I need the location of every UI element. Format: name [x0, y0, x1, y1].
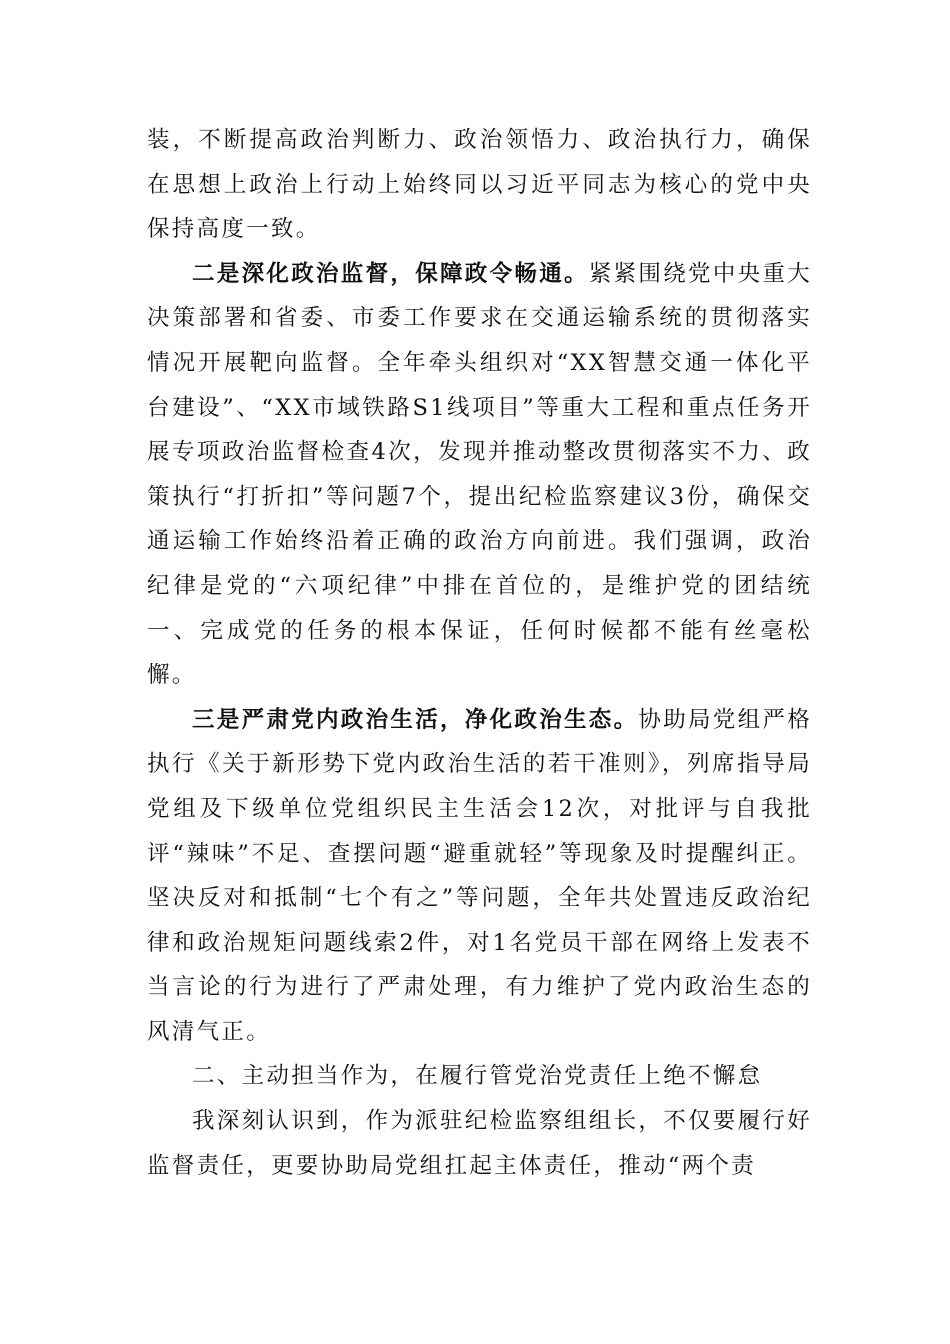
paragraph-final	[147, 1099, 812, 1188]
paragraph-party-political-life	[147, 698, 812, 1055]
paragraph-text: 协助局党组严格执行《关于新形势下党内政治生活的若干准则》，列席指导局党组及下级单位党组织民主生活会12次，对批评与自我批评“辣味”不足、查摆问题“避重就轻”等现象及时提醒纠正。坚决反对和抵制“七个有之”等问题，全年共处置违反政治纪律和政治规矩问题线索2件，对1名党员干部在网络上发表不当言论的行为进行了严肃处理，有力维护了党内政治生态的风清气正。	[147, 706, 813, 1045]
section-heading: 二、主动担当作为，在履行管党治党责任上绝不懈怠	[192, 1063, 763, 1090]
document-body	[147, 118, 812, 1188]
paragraph-political-supervision	[147, 252, 812, 698]
paragraph-lead: 二是深化政治监督，保障政令畅通。	[192, 260, 589, 287]
paragraph-text: 紧紧围绕党中央重大决策部署和省委、市委工作要求在交通运输系统的贯彻落实情况开展靶向监督。全年牵头组织对“XX智慧交通一体化平台建设”、“XX市域铁路S1线项目”等重大工程和重点任务开展专项政治监督检查4次，发现并推动整改贯彻落实不力、政策执行“打折扣”等问题7个，提出纪检监察建议3份，确保交通运输工作始终沿着正确的政治方向前进。我们强调，政治纪律是党的“六项纪律”中排在首位的，是维护党的团结统一、完成党的任务的根本保证，任何时候都不能有丝毫松懈。	[147, 260, 813, 689]
paragraph-continuation	[147, 118, 812, 252]
paragraph-text: 我深刻认识到，作为派驻纪检监察组组长，不仅要履行好监督责任，更要协助局党组扛起主体责任，推动“两个责	[147, 1108, 813, 1179]
paragraph-lead: 三是严肃党内政治生活，净化政治生态。	[192, 706, 639, 733]
paragraph-text: 装，不断提高政治判断力、政治领悟力、政治执行力，确保在思想上政治上行动上始终同以习近平同志为核心的党中央保持高度一致。	[147, 127, 812, 243]
